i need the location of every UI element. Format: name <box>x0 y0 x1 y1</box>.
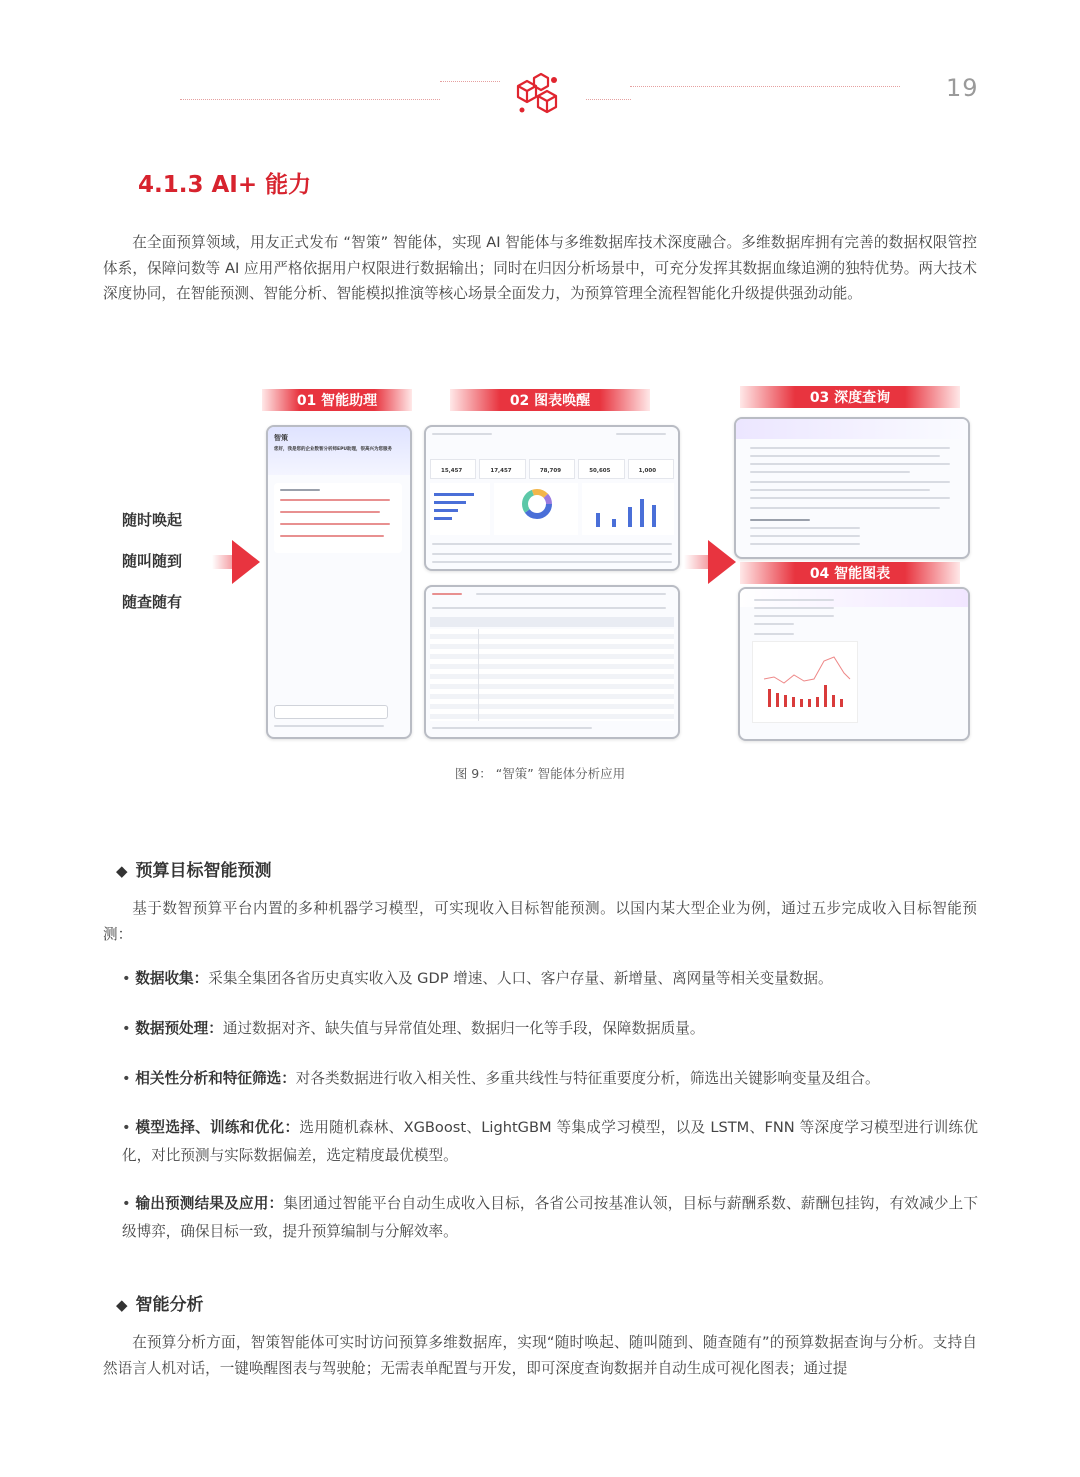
bullet-label: 相关性分析和特征筛选： <box>135 1070 296 1087</box>
intro-paragraph: 在全面预算领域，用友正式发布 “智策” 智能体，实现 AI 智能体与多维数据库技术深度融合。多维数据库拥有完善的数据权限管控体系，保障问数等 AI 应用严格依据用户权限进行数据输出；同时在归因分析场景中，可充分发挥其数据血缘追溯的独特优势。两大技术深度协同，在智能预测、智能分析、智能模拟推演等核心场景全面发力，为预算管理全流程智能化升级提供强劲动能。 <box>103 234 977 302</box>
tag-smart-chart: 04 智能图表 <box>740 562 960 584</box>
section-title: 4.1.3 AI+ 能力 <box>138 172 312 198</box>
table-screenshot <box>424 585 680 739</box>
section2-title: 预算目标智能预测 <box>135 861 272 881</box>
bullet-label: 输出预测结果及应用： <box>135 1195 284 1212</box>
bullet-item: • 数据收集：采集全集团各省历史真实收入及 GDP 增速、人口、客户存量、新增量、离网量等相关变量数据。 <box>122 970 833 987</box>
bullet-text: 通过数据对齐、缺失值与异常值处理、数据归一化等手段，保障数据质量。 <box>222 1020 705 1037</box>
kpi-card: 78,709 <box>529 459 575 479</box>
tag-chart-wakeup: 02 图表唤醒 <box>450 389 650 411</box>
figure-caption: 图 9： “智策” 智能体分析应用 <box>454 766 626 781</box>
section2-intro: 基于数智预算平台内置的多种机器学习模型，可实现收入目标智能预测。以国内某大型企业为例，通过五步完成收入目标智能预测： <box>103 900 977 943</box>
header-rule-right <box>630 86 900 87</box>
bullet-text: 对各类数据进行收入相关性、多重共线性与特征重要度分析，筛选出关键影响变量及组合。 <box>295 1070 880 1087</box>
header-rule-left-step <box>440 81 500 82</box>
combo-chart <box>762 649 852 709</box>
arrow-right-icon <box>232 540 260 584</box>
bullet-text: 集团通过智能平台自动生成收入目标，各省公司按基准认领，目标与薪酬系数、薪酬包挂钩，有效减少上下级博弈，确保目标一致，提升预算编制与分解效率。 <box>122 1195 978 1240</box>
kpi-card: 17,457 <box>479 459 525 479</box>
side-label-1: 随时唤起 <box>122 511 183 529</box>
bullet-label: 模型选择、训练和优化： <box>135 1119 300 1136</box>
kpi-card: 15,457 <box>430 459 476 479</box>
side-label-2: 随叫随到 <box>122 552 183 570</box>
section3-intro: 在预算分析方面，智策智能体可实时访问预算多维数据库，实现“随时唤起、随叫随到、随查随有”的预算数据查询与分析。支持自然语言人机对话，一键唤醒图表与驾驶舱；无需表单配置与开发，即可深度查询数据并自动生成可视化图表；通过提 <box>103 1334 977 1377</box>
deep-query-screenshot <box>734 417 970 559</box>
bullet-label: 数据预处理： <box>135 1020 223 1037</box>
tag-deep-query: 03 深度查询 <box>740 386 960 408</box>
arrow-right-icon <box>708 540 736 584</box>
figure <box>100 385 980 745</box>
arrow-tail-2 <box>684 555 710 569</box>
page-number: 19 <box>946 74 979 102</box>
cubes-icon <box>510 70 566 116</box>
kpi-card: 1,000 <box>628 459 674 479</box>
smart-chart-screenshot <box>738 587 970 741</box>
diamond-bullet-icon: ◆ <box>116 862 128 880</box>
donut-chart <box>520 487 554 521</box>
header-rule-right-step <box>586 99 631 100</box>
bullet-item: • 模型选择、训练和优化：选用随机森林、XGBoost、LightGBM 等集成学习模型，以及 LSTM、FNN 等深度学习模型进行训练优化，对比预测与实际数据偏差，选定精度最优模型。 <box>122 1119 978 1164</box>
section3-title: 智能分析 <box>135 1295 204 1315</box>
dashboard-screenshot <box>424 425 680 571</box>
diamond-bullet-icon: ◆ <box>116 1296 128 1314</box>
bullet-item: • 输出预测结果及应用：集团通过智能平台自动生成收入目标，各省公司按基准认领，目标与薪酬系数、薪酬包挂钩，有效减少上下级博弈，确保目标一致，提升预算编制与分解效率。 <box>122 1195 978 1240</box>
kpi-row <box>430 459 674 479</box>
tag-assistant: 01 智能助理 <box>262 389 412 411</box>
bullet-text: 选用随机森林、XGBoost、LightGBM 等集成学习模型，以及 LSTM、FNN 等深度学习模型进行训练优化，对比预测与实际数据偏差，选定精度最优模型。 <box>122 1119 978 1164</box>
kpi-card: 50,605 <box>578 459 624 479</box>
assistant-screenshot <box>266 425 412 739</box>
bullet-label: 数据收集： <box>135 970 209 987</box>
arrow-tail-1 <box>212 555 234 569</box>
side-label-3: 随查随有 <box>122 593 183 611</box>
section3-heading <box>116 1290 204 1315</box>
assistant-title: 智策 <box>274 434 288 442</box>
bullet-item: • 相关性分析和特征筛选：对各类数据进行收入相关性、多重共线性与特征重要度分析，筛选出关键影响变量及组合。 <box>122 1070 880 1087</box>
header-rule-left <box>180 99 440 100</box>
bullet-text: 采集全集团各省历史真实收入及 GDP 增速、人口、客户存量、新增量、离网量等相关变量数据。 <box>208 970 833 987</box>
section2-heading <box>116 856 272 881</box>
assistant-banner: 您好，我是您的企业数智分析师EPU助理，很高兴为您服务 <box>274 447 393 452</box>
bullet-item: • 数据预处理：通过数据对齐、缺失值与异常值处理、数据归一化等手段，保障数据质量。 <box>122 1020 705 1037</box>
